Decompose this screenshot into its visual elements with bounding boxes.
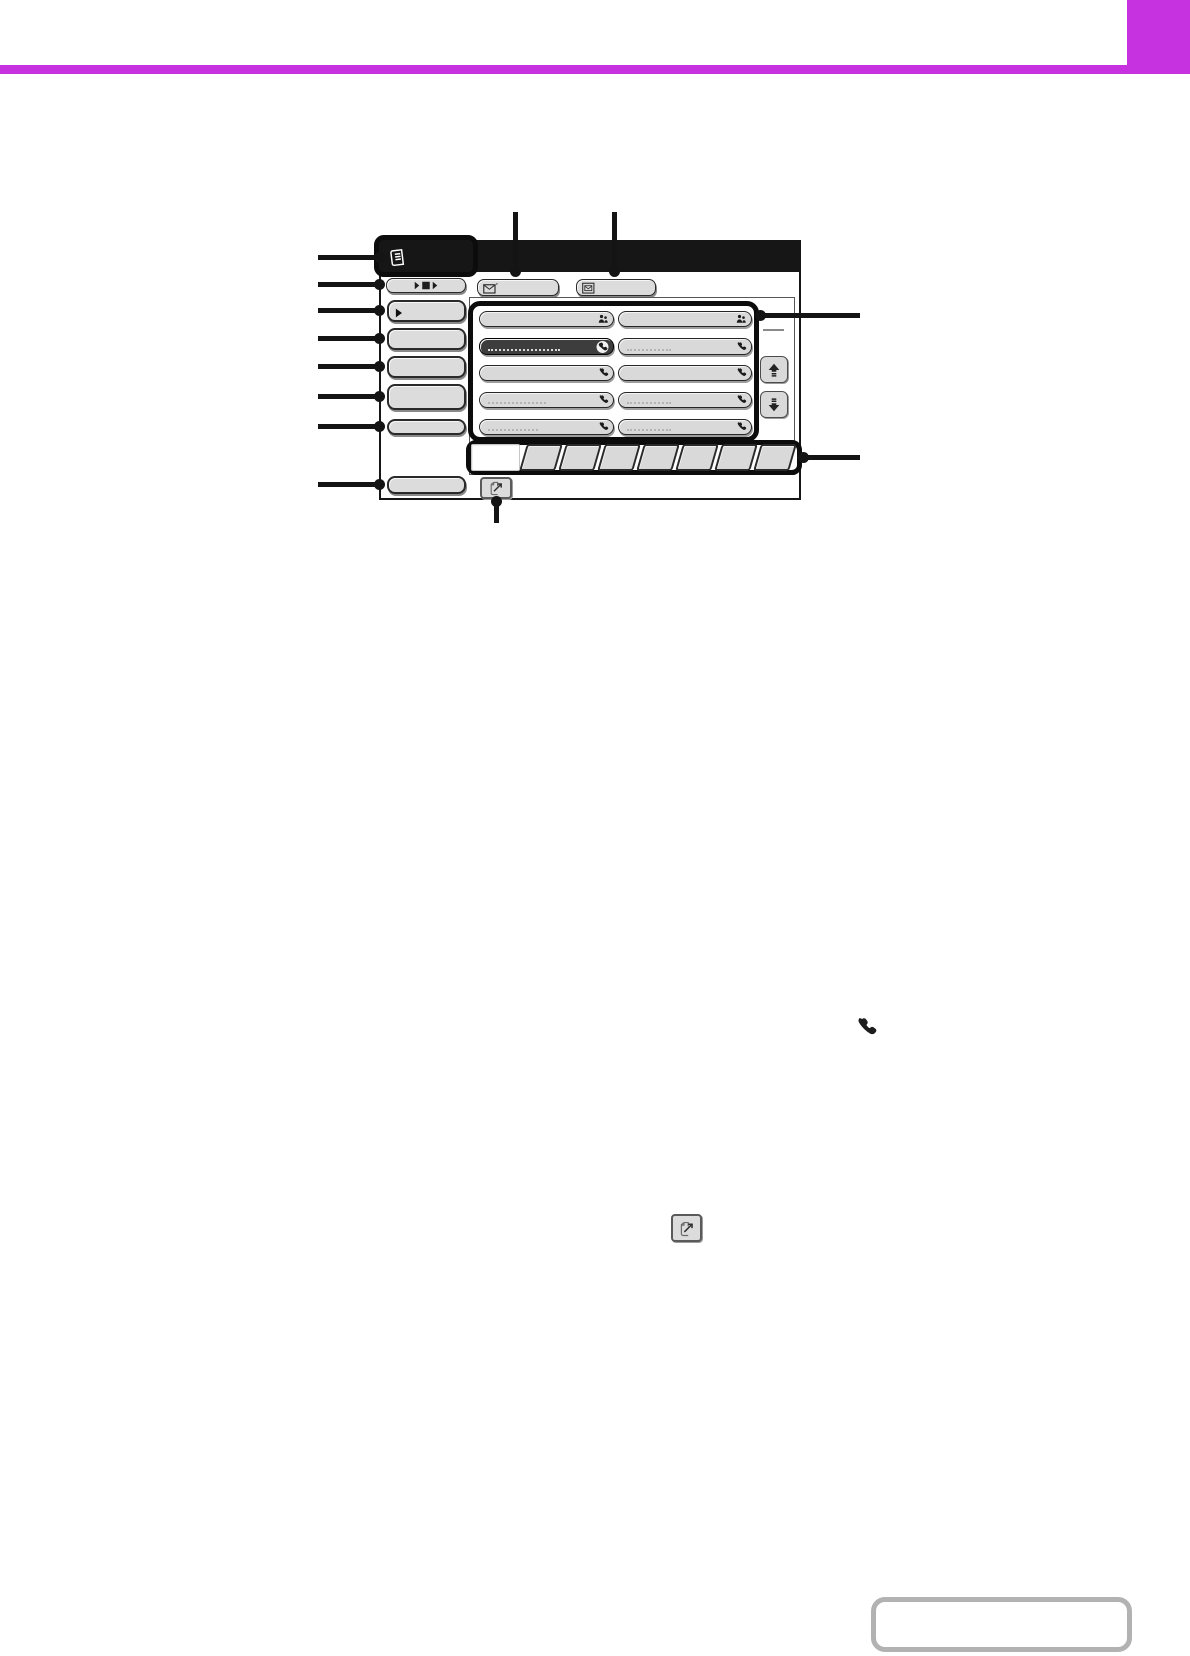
address-search-button[interactable] [477,279,559,296]
header-rule [0,65,1190,74]
left-menu-button-4[interactable] [387,384,466,410]
callout-line-title [318,255,380,260]
callout-line-left-button-4 [318,394,380,399]
arrow-up-icon [766,362,782,378]
callout-line-address-entry [612,212,617,272]
index-tab-bar [471,444,793,471]
index-tab-selected[interactable] [471,444,520,471]
page-indicator-line [763,329,784,331]
callout-line-key-grid [760,313,860,318]
callout-line-left-button-1 [318,308,380,313]
callout-line-resend [318,282,380,287]
left-menu-button-2[interactable] [387,328,466,350]
callout-line-left-button-2 [318,336,380,341]
index-tab[interactable] [636,444,680,471]
play-icon [395,308,402,318]
index-tab[interactable] [714,444,758,471]
callout-line-left-button-5 [318,424,380,429]
page-number-box [871,1597,1132,1652]
scroll-up-button[interactable] [760,356,788,383]
left-menu-button-5[interactable] [387,419,466,435]
index-tab[interactable] [519,444,563,471]
sort-address-button-inline [671,1214,702,1242]
index-tab[interactable] [597,444,641,471]
index-tab[interactable] [558,444,602,471]
left-menu-button-1[interactable] [387,300,466,322]
address-entry-button[interactable] [576,279,656,296]
phone-icon [855,1015,878,1041]
index-tab[interactable] [675,444,719,471]
left-menu-button-3[interactable] [387,356,466,378]
scroll-down-button[interactable] [760,391,788,418]
corner-accent-block [1127,0,1190,74]
callout-line-index-tabs [803,455,860,460]
key-grid-highlight-box [468,301,759,442]
arrow-down-icon [766,397,782,413]
left-menu-button-bottom[interactable] [387,476,466,494]
callout-line-left-button-3 [318,364,380,369]
callout-line-address-search [513,212,518,272]
callout-line-sort-button [494,501,499,523]
sort-address-icon [487,480,505,496]
resend-button[interactable] [386,278,466,293]
sort-address-icon [677,1220,696,1237]
envelope-icon [483,283,498,294]
address-book-icon [388,247,408,269]
index-tab[interactable] [753,444,797,471]
mailbox-envelope-icon [582,282,596,295]
callout-line-left-button-bottom [318,482,380,487]
